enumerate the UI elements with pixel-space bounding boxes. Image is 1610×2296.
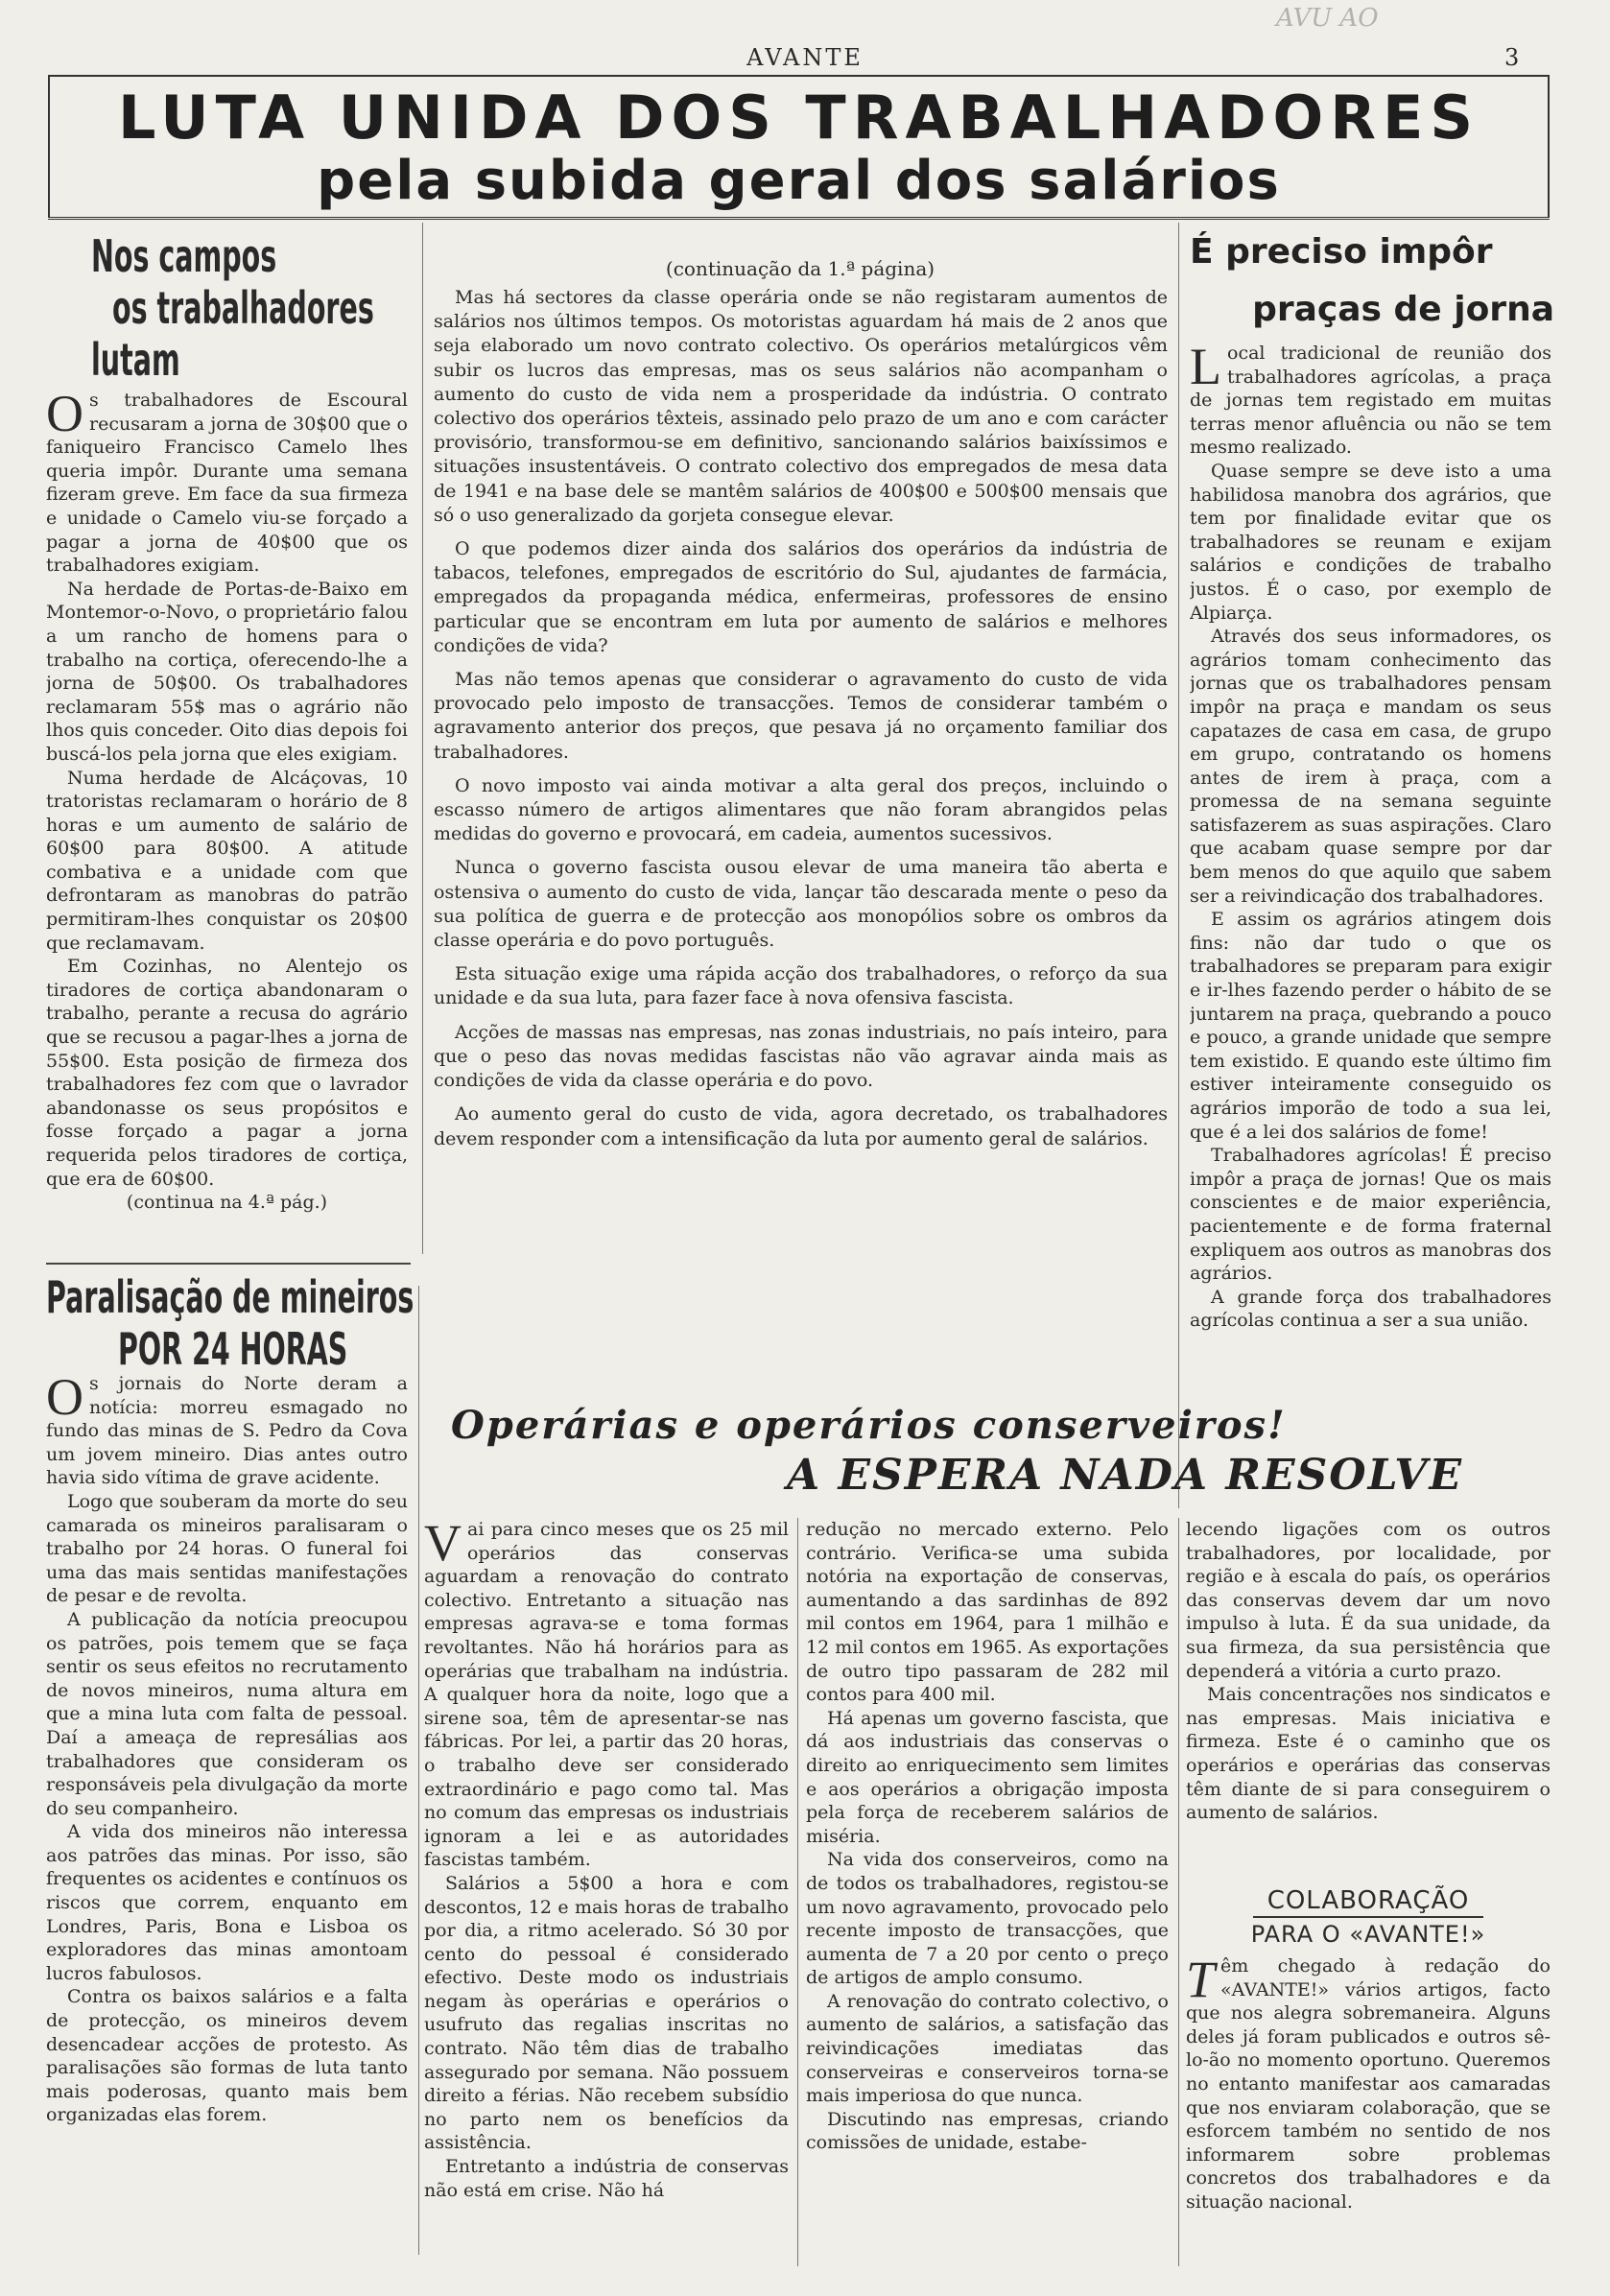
conserveiros-paragraph: Há apenas um governo fascista, que dá aos industriais das conservas o direito ao enriquecimento sem limites e aos operários a obrigação imposta pela força de receberem salários de miséria. (806, 1707, 1169, 1847)
dropcap: T (1186, 1954, 1216, 2008)
left-title-line: lutam (91, 334, 180, 386)
dropcap: V (424, 1518, 462, 1572)
page-number: 3 (1504, 44, 1520, 71)
newspaper-name: AVANTE (746, 44, 864, 71)
archive-stamp: AVU AO (1276, 4, 1379, 33)
dropcap: O (46, 1372, 83, 1426)
miners-title-line2: POR 24 HORAS (118, 1323, 348, 1375)
conserveiros-paragraph: Discutindo nas empresas, criando comissões de unidade, estabe- (806, 2108, 1169, 2154)
left-title-line: Nos campos (91, 230, 277, 282)
right-paragraph: E assim os agrários atingem dois fins: não dar tudo o que os trabalhadores se preparam para exigir e ir-lhes fazendo perder o hábito de se juntarem na praça, quebrando a pouco e pouco, a grande unidade que sempre tem existido. E quando este último fim estiver inteiramente conseguido os agrários imporão de todo a sua lei, que é a lei dos salários de fome! (1190, 909, 1551, 1143)
center-paragraph: Nunca o governo fascista ousou elevar de uma maneira tão aberta e ostensiva o aumento do custo de vida, lançar tão descarada mente o peso da sua política de guerra e de protecção aos monopólios sobre os ombros da classe operária e do povo português. (434, 857, 1168, 952)
miners-paragraph: Logo que souberam da morte do seu camarada os mineiros paralisaram o trabalho por 24 horas. O funeral foi uma das mais sentidas manifestações de pesar e de revolta. (46, 1490, 408, 1607)
conserveiros-col2 (806, 1518, 1169, 2276)
miners-article-body (46, 1372, 408, 2264)
section-rule (46, 1263, 411, 1265)
dropcap: L (1190, 342, 1221, 395)
conserveiros-paragraph: Na vida dos conserveiros, como na de todos os trabalhadores, registou-se um novo agravamento, provocado pelo recente imposto de transacções, que aumenta de 7 a 20 por cento o preço de artigos de amplo consumo. (806, 1849, 1169, 1989)
miners-paragraph: Contra os baixos salários e a falta de protecção, os mineiros devem desencadear acções de protesto. As paralisações são formas de luta tanto mais poderosas, quanto mais bem organizadas elas forem. (46, 1986, 408, 2126)
column-divider (797, 1518, 798, 2266)
left-first-paragraph: s trabalhadores de Escoural recusaram a jorna de 30$00 que o faniqueiro Francisco Camelo lhes queria impôr. Durante uma semana fizeram greve. Em face da sua firmeza e unidade o Camelo viu-se forçado a pagar a jorna de 40$00 que os trabalhadores exigiam. (46, 390, 408, 577)
column-divider (418, 1286, 419, 2255)
right-paragraph: Trabalhadores agrícolas! É preciso impôr a praça de jornas! Que os mais conscientes e de maior experiência, pacientemente e de forma fraternal expliquem aos outros as manobras dos agrários. (1190, 1145, 1551, 1285)
left-article-body (46, 389, 408, 1252)
colaboracao-box (1186, 1885, 1551, 2279)
right-paragraph: Quase sempre se deve isto a uma habilidosa manobra dos agrários, que tem por finalidade evitar que os trabalhadores se reunam e exijam salários e condições de trabalho justos. É o caso, por exemplo de Alpiarça. (1190, 460, 1551, 624)
right-article-body (1190, 342, 1551, 1378)
center-paragraph: O novo imposto vai ainda motivar a alta geral dos preços, incluindo o escasso número de artigos alimentares que não foram abrangidos pelas medidas do governo e provocará, em cadeia, aumentos sucessivos. (434, 774, 1168, 845)
miners-paragraph: A vida dos mineiros não interessa aos patrões das minas. Por isso, são frequentes os acidentes e contínuos os riscos que correm, enquanto em Londres, Paris, Bona e Lisboa os exploradores das minas amontoam lucros fabulosos. (46, 1821, 408, 1984)
dropcap: O (46, 389, 83, 442)
right-paragraph: A grande força dos trabalhadores agrícolas continua a ser a sua união. (1190, 1286, 1551, 1332)
conserveiros-paragraph: Salários a 5$00 a hora e com descontos, 12 e mais horas de trabalho por dia, a ritmo acelerado. Só 30 por cento do pessoal é considerado efectivo. Deste modo os industriais negam às operárias e operários o usufruto das regalias inscritas no contrato. Não têm dias de trabalho assegurado por semana. Não possuem direito a férias. Não recebem subsídio no parto nem os benefícios da assistência. (424, 1872, 789, 2154)
conserveiros-col3 (1186, 1518, 1551, 1878)
right-title-line2: praças de jorna (1252, 290, 1554, 329)
right-first-paragraph: ocal tradicional de reunião dos trabalhadores agrícolas, a praça de jornas tem registado em muitas terras menor afluência ou não se tem mesmo realizado. (1190, 343, 1551, 459)
center-article-body (434, 286, 1168, 1362)
miners-article-title (46, 1271, 414, 1377)
conserveiros-paragraph: A renovação do contrato colectivo, o aumento de salários, a satisfação das reivindicações imediatas das conserveiras e conserveiros torna-se mais imperiosa do que nunca. (806, 1990, 1169, 2107)
conserveiros-title-line2: A ESPERA NADA RESOLVE (787, 1451, 1463, 1500)
miners-title-line1: Paralisação de mineiros (46, 1271, 414, 1323)
conserveiros-paragraph: Entretanto a indústria de conservas não está em crise. Não há (424, 2156, 789, 2201)
colaboracao-title-line2: PARA O «AVANTE!» (1250, 1921, 1486, 1948)
center-paragraph: O que podemos dizer ainda dos salários dos operários da indústria de tabacos, telefones, empregados de escritório do Sul, ajudantes de farmácia, empregados da propaganda médica, enfermeiras, professores de ensino particular que se encontram em luta por aumento de salários e melhores condições de vida? (434, 538, 1168, 656)
conserveiros-col1 (424, 1518, 789, 2276)
continuation-note: (continuação da 1.ª página) (665, 257, 935, 280)
center-paragraph: Mas não temos apenas que considerar o agravamento do custo de vida provocado pelo imposto de transacções. Temos de considerar também o agravamento anterior dos preços, que pesava já no orçamento familiar dos trabalhadores. (434, 669, 1168, 763)
left-paragraph: Em Cozinhas, no Alentejo os tiradores de cortiça abandonaram o trabalho, perante a recusa do agrário que se recusou a pagar-lhes a jorna de 55$00. Esta posição de firmeza dos trabalhadores fez com que o lavrador abandonasse os seus propósitos e fosse forçado a pagar a jorna requerida pelos tiradores de cortiça, que era de 60$00. (46, 956, 408, 1190)
banner-rule (48, 217, 1550, 220)
miners-first-paragraph: s jornais do Norte deram a notícia: morreu esmagado no fundo das minas de S. Pedro da Cova um jovem mineiro. Dias antes outro havia sido vítima de grave acidente. (46, 1373, 408, 1489)
left-paragraph: Numa herdade de Alcáçovas, 10 tratoristas reclamaram o horário de 8 horas e um aumento de salário de 60$00 para 80$00. A atitude combativa e a unidade com que defrontaram as manobras do patrão permitiram-lhes conquistar os 20$00 que reclamavam. (46, 767, 408, 954)
banner-subheadline: pela subida geral dos salários (317, 150, 1281, 212)
conserveiros-title-line1: Operárias e operários conserveiros! (451, 1403, 1287, 1448)
miners-paragraph: A publicação da notícia preocupou os patrões, pois temem que se faça sentir os seus efeitos no recrutamento de novos mineiros, numa altura em que a mina luta com falta de pessoal. Daí a ameaça de represálias aos trabalhadores que consideram os responsáveis pela divulgação da morte do seu companheiro. (46, 1608, 408, 1819)
left-paragraph: Na herdade de Portas-de-Baixo em Montemor-o-Novo, o proprietário falou a um rancho de homens para o trabalho na cortiça, oferecendo-lhe a jorna de 50$00. Os trabalhadores reclamaram 55$ mas o agrário não lhos quis conceder. Oito dias depois foi buscá-los pela jorna que eles exigiam. (46, 578, 408, 765)
right-paragraph: Através dos seus informadores, os agrários tomam conhecimento das jornas que os trabalhadores pensam impôr na praça e mandam os seus capatazes de casa em casa, de grupo em grupo, contratando os homens antes de irem à praça, com a promessa de na semana seguinte satisfazerem as suas aspirações. Claro que acabam quase sempre por dar bem menos do que aquilo que sabem ser a reivindicação dos trabalhadores. (1190, 626, 1551, 907)
column-divider (1178, 223, 1179, 1508)
left-title-line: os trabalhadores (112, 282, 374, 334)
colaboracao-title-line1: COLABORAÇÃO (1267, 1886, 1470, 1915)
colaboracao-body (1186, 1954, 1551, 2271)
conserveiros-col3-first: lecendo ligações com os outros trabalhadores, por localidade, por região e à escala do país, os operários das conservas devem dar um novo impulso à luta. É da sua unidade, da sua firmeza, da sua persistência que dependerá a vitória a curto prazo. (1186, 1519, 1551, 1682)
colaboracao-text: êm chegado à redação do «AVANTE!» vários artigos, facto que nos alegra sobremaneira. Alguns deles já foram publicados e outros sê-lo-ão no momento oportuno. Queremos no entanto manifestar aos camaradas que nos enviaram colaboração, que se esforcem também no sentido de nos informarem sobre problemas concretos dos trabalhadores e da situação nacional. (1186, 1955, 1551, 2213)
center-paragraph: Esta situação exige uma rápida acção dos trabalhadores, o reforço da sua unidade e da sua luta, para fazer face à nova ofensiva fascista. (434, 963, 1168, 1009)
banner-headline: LUTA UNIDA DOS TRABALHADORES (118, 83, 1480, 153)
left-continuation: (continua na 4.ª pág.) (126, 1192, 328, 1214)
conserveiros-col1-first: ai para cinco meses que os 25 mil operários das conservas aguardam a renovação do contrato colectivo. Entretanto a situação nas empresas agrava-se e toma formas revoltantes. Não há horários para as operárias que trabalham na indústria. A qualquer hora da noite, logo que a sirene soa, têm de apresentar-se nas fábricas. Por lei, a partir das 20 horas, o trabalho deve ser considerado extraordinário e pago como tal. Mas no comum das empresas os industriais ignoram a lei e as autoridades fascistas também. (424, 1519, 789, 1871)
center-paragraph: Mas há sectores da classe operária onde se não registaram aumentos de salários nos últimos tempos. Os motoristas aguardam há mais de 2 anos que seja elaborado um novo contrato colectivo. Os operários metalúrgicos vêm subir os lucros das empresas, mas os seus salários não acompanham o aumento do custo de vida nem a prosperidade da indústria. O contrato colectivo dos operários têxteis, assinado pelo prazo de um ano e com carácter provisório, transformou-se em definitivo, sancionando salários baixíssimos e situações insustentáveis. O contrato colectivo dos empregados de mesa data de 1941 e na base dele se mantêm salários de 400$00 e 500$00 mensais que só o uso generalizado da gorjeta consegue elevar. (434, 287, 1168, 526)
conserveiros-paragraph: Mais concentrações nos sindicatos e nas empresas. Mais iniciativa e firmeza. Este é o caminho que os operários e operárias das conservas têm diante de si para conseguirem o aumento de salários. (1186, 1684, 1551, 1824)
conserveiros-col2-first: redução no mercado externo. Pelo contrário. Verifica-se uma subida notória na exportação de conservas, aumentando a das sardinhas de 892 mil contos em 1964, para 1 milhão e 12 mil contos em 1965. As exportações de outro tipo passaram de 282 mil contos para 400 mil. (806, 1519, 1169, 1706)
left-article-title (91, 230, 456, 393)
right-title-line1: É preciso impôr (1190, 232, 1493, 272)
center-paragraph: Acções de massas nas empresas, nas zonas industriais, no país inteiro, para que o peso das novas medidas fascistas não vão agravar ainda mais as condições de vida da classe operária e do povo. (434, 1021, 1168, 1092)
column-divider (1178, 1518, 1179, 2266)
center-paragraph: Ao aumento geral do custo de vida, agora decretado, os trabalhadores devem responder com a intensificação da luta por aumento geral de salários. (434, 1103, 1168, 1149)
